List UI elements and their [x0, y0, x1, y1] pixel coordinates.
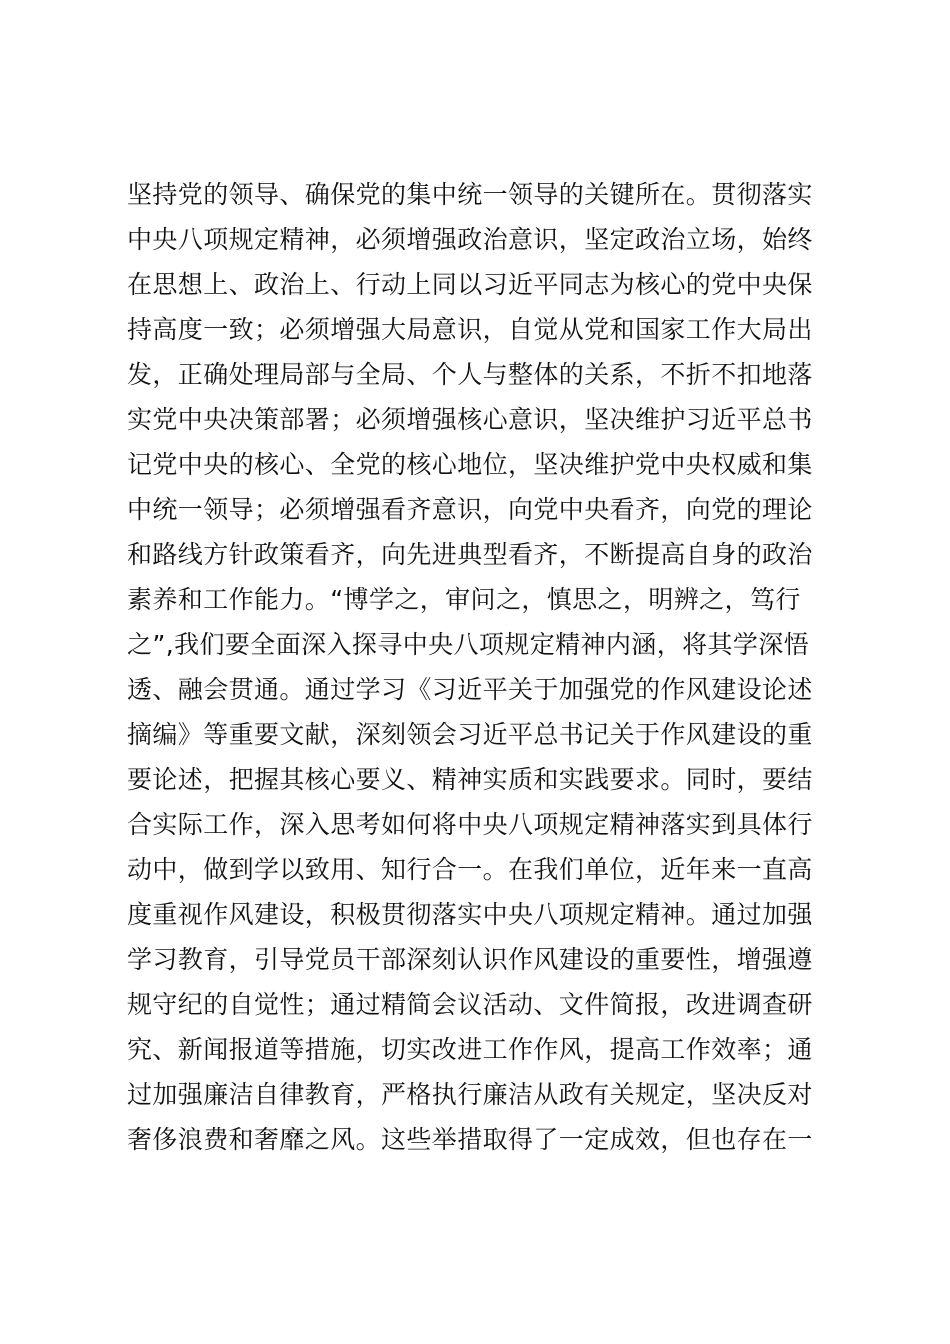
text-line: 规守纪的自觉性；通过精简会议活动、文件简报，改进调查研 — [127, 990, 813, 1019]
text-line: 素养和工作能力。“博学之，审问之，慎思之，明辨之，笃行 — [127, 585, 801, 614]
text-line: 度重视作风建设，积极贯彻落实中央八项规定精神。通过加强 — [127, 900, 813, 929]
text-line: 中统一领导；必须增强看齐意识，向党中央看齐，向党的理论 — [127, 495, 813, 524]
text-line: 发，正确处理局部与全局、个人与整体的关系，不折不扣地落 — [127, 360, 813, 389]
text-line: 奢侈浪费和奢靡之风。这些举措取得了一定成效，但也存在一 — [127, 1125, 813, 1154]
text-line: 之”,我们要全面深入探寻中央八项规定精神内涵，将其学深悟 — [127, 630, 810, 659]
text-line: 和路线方针政策看齐，向先进典型看齐，不断提高自身的政治 — [127, 540, 813, 569]
text-line: 持高度一致；必须增强大局意识，自觉从党和国家工作大局出 — [127, 315, 813, 344]
text-line: 在思想上、政治上、行动上同以习近平同志为核心的党中央保 — [127, 270, 813, 299]
text-line: 究、新闻报道等措施，切实改进工作作风，提高工作效率；通 — [127, 1035, 813, 1064]
text-line: 合实际工作，深入思考如何将中央八项规定精神落实到具体行 — [127, 810, 813, 839]
text-line: 要论述，把握其核心要义、精神实质和实践要求。同时，要结 — [127, 765, 813, 794]
text-line: 实党中央决策部署；必须增强核心意识，坚决维护习近平总书 — [127, 405, 813, 434]
text-line: 动中，做到学以致用、知行合一。在我们单位，近年来一直高 — [127, 855, 813, 884]
text-line: 学习教育，引导党员干部深刻认识作风建设的重要性，增强遵 — [127, 945, 813, 974]
text-line: 透、融会贯通。通过学习《习近平关于加强党的作风建设论述 — [127, 675, 813, 704]
text-line: 过加强廉洁自律教育，严格执行廉洁从政有关规定，坚决反对 — [127, 1080, 813, 1109]
document-body-paragraph — [127, 172, 827, 1162]
text-line: 记党中央的核心、全党的核心地位，坚决维护党中央权威和集 — [127, 450, 813, 479]
text-line: 坚持党的领导、确保党的集中统一领导的关键所在。贯彻落实 — [127, 180, 813, 209]
text-line: 中央八项规定精神，必须增强政治意识，坚定政治立场，始终 — [127, 225, 813, 254]
text-line: 摘编》等重要文献，深刻领会习近平总书记关于作风建设的重 — [127, 720, 813, 749]
